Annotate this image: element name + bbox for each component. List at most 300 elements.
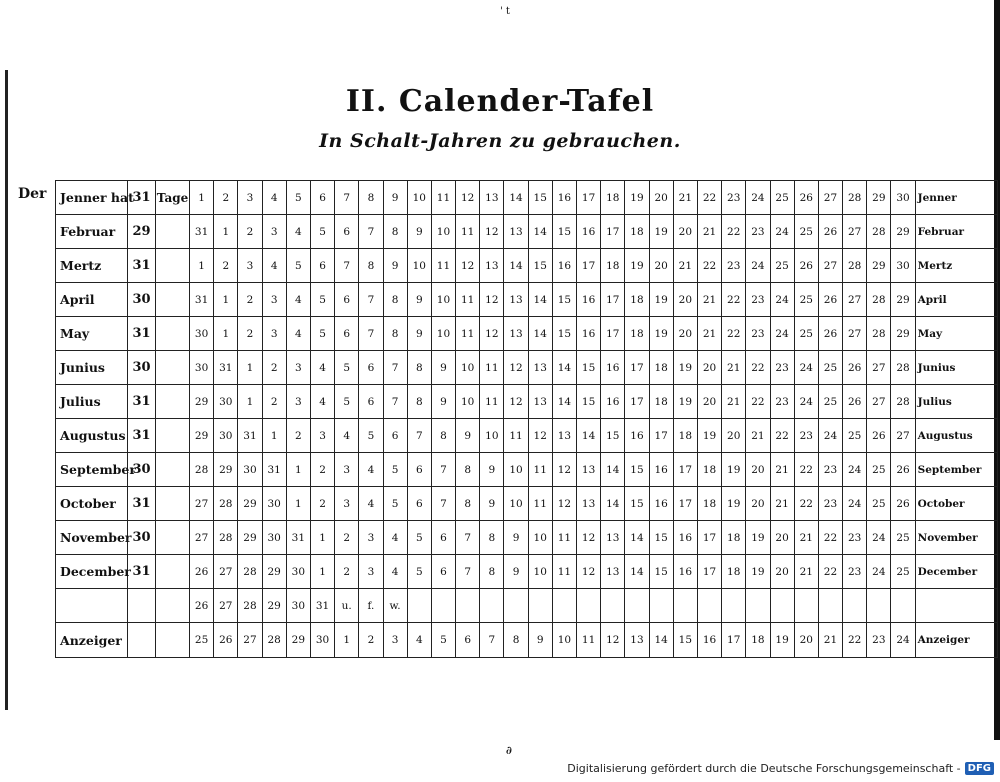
day-cell: 28 — [891, 351, 915, 385]
day-cell: 10 — [504, 487, 528, 521]
day-cell: 1 — [286, 453, 310, 487]
month-name-right: Mertz — [915, 249, 997, 283]
day-cell: 27 — [867, 385, 891, 419]
day-cell: 20 — [794, 623, 818, 658]
day-cell: 3 — [286, 351, 310, 385]
bottom-marks: ∂ — [506, 744, 512, 757]
day-cell: 22 — [722, 317, 746, 351]
calendar-row — [56, 419, 998, 453]
day-cell: 22 — [770, 419, 794, 453]
day-cell: 7 — [335, 181, 359, 215]
day-cell: 8 — [504, 623, 528, 658]
day-cell: 6 — [383, 419, 407, 453]
days-label — [156, 453, 190, 487]
month-name: September — [56, 453, 128, 487]
day-cell: 3 — [238, 181, 262, 215]
day-cell: 6 — [431, 521, 455, 555]
day-cell: 6 — [335, 283, 359, 317]
day-cell: 25 — [843, 419, 867, 453]
month-name: October — [56, 487, 128, 521]
day-cell: 23 — [843, 521, 867, 555]
day-cell: 12 — [480, 283, 504, 317]
day-cell: 15 — [552, 317, 576, 351]
day-cell: 29 — [286, 623, 310, 658]
day-cell: 23 — [746, 317, 770, 351]
day-cell: 21 — [673, 181, 697, 215]
day-cell: 18 — [697, 453, 721, 487]
month-days: 31 — [128, 249, 156, 283]
day-cell: 27 — [843, 283, 867, 317]
day-cell: 4 — [383, 521, 407, 555]
day-cell: 13 — [528, 351, 552, 385]
day-cell: 7 — [335, 249, 359, 283]
day-cell: 7 — [383, 385, 407, 419]
day-cell: 31 — [262, 453, 286, 487]
day-cell: 21 — [794, 521, 818, 555]
day-cell: 12 — [528, 419, 552, 453]
day-cell: 13 — [504, 215, 528, 249]
day-cell: 7 — [359, 215, 383, 249]
day-cell: 1 — [238, 385, 262, 419]
day-cell: 1 — [238, 351, 262, 385]
day-cell: 3 — [238, 249, 262, 283]
day-cell: 2 — [238, 317, 262, 351]
day-cell: 4 — [262, 249, 286, 283]
day-cell: 16 — [649, 487, 673, 521]
day-cell: 21 — [722, 385, 746, 419]
day-cell: 22 — [697, 181, 721, 215]
day-cell: 18 — [746, 623, 770, 658]
day-cell: w. — [383, 589, 407, 623]
day-cell: 8 — [359, 181, 383, 215]
day-cell: 29 — [214, 453, 238, 487]
day-cell: 28 — [262, 623, 286, 658]
month-name-right: Februar — [915, 215, 997, 249]
day-cell: 18 — [673, 419, 697, 453]
day-cell: 16 — [673, 555, 697, 589]
day-cell: 28 — [214, 487, 238, 521]
days-label — [156, 351, 190, 385]
day-cell: 29 — [891, 283, 915, 317]
day-cell: 20 — [649, 181, 673, 215]
day-cell: 31 — [214, 351, 238, 385]
day-cell: 3 — [310, 419, 334, 453]
day-cell: 2 — [335, 521, 359, 555]
day-cell: 23 — [843, 555, 867, 589]
day-cell: 22 — [722, 283, 746, 317]
day-cell: 10 — [480, 419, 504, 453]
day-cell: 14 — [528, 317, 552, 351]
day-cell: 6 — [359, 351, 383, 385]
day-cell: 9 — [407, 215, 431, 249]
day-cell: 16 — [697, 623, 721, 658]
month-name: December — [56, 555, 128, 589]
day-cell: 13 — [601, 555, 625, 589]
day-cell: 17 — [673, 453, 697, 487]
day-cell: 25 — [794, 215, 818, 249]
day-cell: 9 — [480, 453, 504, 487]
day-cell: 30 — [262, 487, 286, 521]
day-cell: 14 — [552, 385, 576, 419]
day-cell: 5 — [335, 385, 359, 419]
day-cell: 18 — [649, 385, 673, 419]
days-label — [156, 385, 190, 419]
day-cell: 24 — [843, 453, 867, 487]
day-cell — [407, 589, 431, 623]
footer-credit — [567, 760, 994, 776]
day-cell: u. — [335, 589, 359, 623]
day-cell: 9 — [431, 385, 455, 419]
day-cell: 26 — [891, 453, 915, 487]
day-cell: 26 — [190, 589, 214, 623]
day-cell: 18 — [722, 555, 746, 589]
day-cell: 15 — [625, 453, 649, 487]
day-cell: 1 — [262, 419, 286, 453]
day-cell: 10 — [407, 181, 431, 215]
day-cell: 2 — [262, 385, 286, 419]
day-cell: 29 — [190, 419, 214, 453]
month-days: 30 — [128, 521, 156, 555]
day-cell: 2 — [310, 453, 334, 487]
day-cell: 10 — [431, 283, 455, 317]
day-cell: 17 — [601, 283, 625, 317]
month-days: 30 — [128, 283, 156, 317]
day-cell: 15 — [601, 419, 625, 453]
day-cell: 6 — [359, 385, 383, 419]
calendar-table — [55, 180, 998, 658]
day-cell: 15 — [552, 283, 576, 317]
day-cell: 23 — [746, 283, 770, 317]
day-cell: 18 — [697, 487, 721, 521]
day-cell: 9 — [456, 419, 480, 453]
day-cell: 4 — [262, 181, 286, 215]
day-cell: 19 — [746, 521, 770, 555]
day-cell: 31 — [238, 419, 262, 453]
day-cell: 18 — [625, 317, 649, 351]
day-cell: 12 — [577, 521, 601, 555]
day-cell: 7 — [359, 283, 383, 317]
day-cell: 27 — [190, 487, 214, 521]
day-cell: 31 — [190, 283, 214, 317]
day-cell: 7 — [456, 555, 480, 589]
day-cell: 29 — [867, 181, 891, 215]
day-cell: 3 — [262, 215, 286, 249]
day-cell: 10 — [456, 385, 480, 419]
day-cell: 15 — [625, 487, 649, 521]
day-cell: 18 — [601, 249, 625, 283]
days-label — [156, 249, 190, 283]
day-cell: 13 — [552, 419, 576, 453]
day-cell: 19 — [649, 215, 673, 249]
day-cell: 9 — [383, 181, 407, 215]
month-days: 31 — [128, 181, 156, 215]
day-cell: 24 — [770, 317, 794, 351]
day-cell: 8 — [456, 487, 480, 521]
month-name-right: October — [915, 487, 997, 521]
day-cell: 23 — [746, 215, 770, 249]
day-cell: 11 — [552, 555, 576, 589]
day-cell: 3 — [262, 283, 286, 317]
day-cell: 9 — [431, 351, 455, 385]
day-cell — [504, 589, 528, 623]
day-cell: 29 — [262, 555, 286, 589]
day-cell: 20 — [770, 521, 794, 555]
day-cell: 26 — [867, 419, 891, 453]
day-cell: 9 — [383, 249, 407, 283]
day-cell: 23 — [794, 419, 818, 453]
day-cell: 12 — [577, 555, 601, 589]
day-cell: 10 — [528, 555, 552, 589]
day-cell: 24 — [867, 521, 891, 555]
days-label — [156, 215, 190, 249]
day-cell: 21 — [697, 283, 721, 317]
day-cell: 14 — [601, 487, 625, 521]
month-days — [128, 589, 156, 623]
day-cell: 1 — [286, 487, 310, 521]
day-cell: 25 — [891, 555, 915, 589]
day-cell: 13 — [504, 317, 528, 351]
day-cell: 10 — [407, 249, 431, 283]
day-cell: 13 — [480, 181, 504, 215]
day-cell: 12 — [456, 181, 480, 215]
day-cell: 5 — [407, 555, 431, 589]
month-name-right: May — [915, 317, 997, 351]
day-cell: 4 — [359, 487, 383, 521]
day-cell: 22 — [746, 351, 770, 385]
day-cell: 19 — [673, 385, 697, 419]
day-cell: 13 — [625, 623, 649, 658]
day-cell: 24 — [746, 249, 770, 283]
day-cell: 1 — [190, 249, 214, 283]
day-cell: 17 — [625, 385, 649, 419]
page-title: II. Calender-Tafel — [345, 84, 655, 119]
day-cell: 26 — [190, 555, 214, 589]
day-cell: 10 — [504, 453, 528, 487]
day-cell: 12 — [504, 385, 528, 419]
month-name: Julius — [56, 385, 128, 419]
day-cell: 26 — [818, 215, 842, 249]
day-cell: 3 — [286, 385, 310, 419]
day-cell: 17 — [697, 555, 721, 589]
day-cell — [818, 589, 842, 623]
day-cell: 26 — [843, 351, 867, 385]
page-subtitle: In Schalt-Jahren zu gebrauchen. — [319, 130, 681, 152]
day-cell: 15 — [673, 623, 697, 658]
day-cell: 23 — [770, 385, 794, 419]
month-name-right: April — [915, 283, 997, 317]
calendar-row — [56, 283, 998, 317]
day-cell: 25 — [867, 453, 891, 487]
month-days: 31 — [128, 555, 156, 589]
day-cell: 15 — [528, 249, 552, 283]
day-cell: 10 — [552, 623, 576, 658]
day-cell — [552, 589, 576, 623]
day-cell: 17 — [601, 215, 625, 249]
day-cell: 29 — [262, 589, 286, 623]
day-cell: 28 — [238, 589, 262, 623]
day-cell: 25 — [190, 623, 214, 658]
day-cell: 1 — [310, 521, 334, 555]
day-cell: 27 — [214, 589, 238, 623]
month-name: Mertz — [56, 249, 128, 283]
day-cell: 15 — [649, 521, 673, 555]
day-cell: 5 — [310, 283, 334, 317]
day-cell: 17 — [697, 521, 721, 555]
day-cell: 22 — [697, 249, 721, 283]
day-cell: 6 — [407, 453, 431, 487]
day-cell: 21 — [673, 249, 697, 283]
day-cell: 29 — [190, 385, 214, 419]
day-cell: 9 — [528, 623, 552, 658]
day-cell — [891, 589, 915, 623]
day-cell: 3 — [262, 317, 286, 351]
day-cell: 24 — [794, 385, 818, 419]
day-cell: 6 — [456, 623, 480, 658]
day-cell: 30 — [238, 453, 262, 487]
day-cell: 20 — [722, 419, 746, 453]
day-cell: 20 — [673, 317, 697, 351]
day-cell: 30 — [286, 589, 310, 623]
day-cell: 17 — [577, 249, 601, 283]
month-name: May — [56, 317, 128, 351]
day-cell: f. — [359, 589, 383, 623]
day-cell: 2 — [335, 555, 359, 589]
day-cell — [649, 589, 673, 623]
day-cell: 29 — [891, 215, 915, 249]
day-cell: 28 — [867, 283, 891, 317]
day-cell: 13 — [528, 385, 552, 419]
day-cell: 16 — [625, 419, 649, 453]
day-cell: 7 — [431, 487, 455, 521]
month-name-right — [915, 589, 997, 623]
day-cell: 30 — [286, 555, 310, 589]
month-days: 31 — [128, 419, 156, 453]
day-cell: 4 — [310, 351, 334, 385]
day-cell: 5 — [383, 453, 407, 487]
day-cell: 9 — [407, 283, 431, 317]
day-cell: 16 — [601, 385, 625, 419]
day-cell: 15 — [528, 181, 552, 215]
day-cell: 22 — [794, 453, 818, 487]
days-label — [156, 555, 190, 589]
day-cell: 11 — [480, 351, 504, 385]
calendar-row — [56, 521, 998, 555]
day-cell: 14 — [625, 521, 649, 555]
day-cell: 12 — [552, 453, 576, 487]
day-cell: 26 — [891, 487, 915, 521]
month-days — [128, 623, 156, 658]
day-cell: 27 — [214, 555, 238, 589]
month-name-right: Anzeiger — [915, 623, 997, 658]
day-cell: 6 — [431, 555, 455, 589]
day-cell: 20 — [673, 215, 697, 249]
day-cell: 4 — [383, 555, 407, 589]
day-cell: 16 — [552, 249, 576, 283]
day-cell: 14 — [625, 555, 649, 589]
day-cell: 22 — [746, 385, 770, 419]
day-cell: 24 — [818, 419, 842, 453]
day-cell — [794, 589, 818, 623]
day-cell: 8 — [383, 215, 407, 249]
day-cell: 2 — [286, 419, 310, 453]
days-label — [156, 521, 190, 555]
days-label: Tage — [156, 181, 190, 215]
day-cell — [480, 589, 504, 623]
top-marks: ' t — [500, 6, 510, 17]
day-cell: 25 — [891, 521, 915, 555]
day-cell: 23 — [818, 487, 842, 521]
day-cell: 6 — [310, 181, 334, 215]
day-cell: 28 — [190, 453, 214, 487]
month-days: 30 — [128, 453, 156, 487]
day-cell: 19 — [746, 555, 770, 589]
day-cell: 27 — [867, 351, 891, 385]
month-name-right: Jenner — [915, 181, 997, 215]
month-days: 29 — [128, 215, 156, 249]
day-cell: 14 — [577, 419, 601, 453]
day-cell: 14 — [552, 351, 576, 385]
day-cell: 24 — [891, 623, 915, 658]
day-cell: 10 — [528, 521, 552, 555]
day-cell: 12 — [480, 317, 504, 351]
day-cell: 9 — [407, 317, 431, 351]
day-cell: 15 — [577, 385, 601, 419]
day-cell: 31 — [310, 589, 334, 623]
month-name: April — [56, 283, 128, 317]
day-cell — [431, 589, 455, 623]
day-cell: 28 — [843, 249, 867, 283]
day-cell: 3 — [335, 453, 359, 487]
day-cell: 11 — [480, 385, 504, 419]
day-cell: 29 — [238, 521, 262, 555]
day-cell: 27 — [190, 521, 214, 555]
day-cell: 12 — [504, 351, 528, 385]
day-cell: 25 — [770, 181, 794, 215]
calendar-row — [56, 249, 998, 283]
page-edge-rule — [5, 70, 8, 710]
day-cell: 22 — [818, 555, 842, 589]
day-cell: 3 — [359, 555, 383, 589]
day-cell: 11 — [577, 623, 601, 658]
day-cell: 19 — [649, 317, 673, 351]
day-cell: 28 — [843, 181, 867, 215]
month-name-right: Junius — [915, 351, 997, 385]
calendar-row — [56, 215, 998, 249]
day-cell: 24 — [770, 283, 794, 317]
day-cell: 30 — [310, 623, 334, 658]
day-cell: 14 — [528, 215, 552, 249]
day-cell: 21 — [722, 351, 746, 385]
day-cell: 16 — [577, 317, 601, 351]
day-cell — [770, 589, 794, 623]
day-cell: 19 — [625, 249, 649, 283]
day-cell: 20 — [673, 283, 697, 317]
day-cell: 23 — [770, 351, 794, 385]
day-cell: 28 — [891, 385, 915, 419]
day-cell: 9 — [504, 521, 528, 555]
day-cell: 31 — [286, 521, 310, 555]
day-cell: 16 — [577, 283, 601, 317]
calendar-row — [56, 487, 998, 521]
month-name: Jenner hat — [56, 181, 128, 215]
day-cell: 17 — [673, 487, 697, 521]
day-cell: 15 — [649, 555, 673, 589]
day-cell: 14 — [649, 623, 673, 658]
day-cell: 20 — [770, 555, 794, 589]
day-cell: 6 — [335, 215, 359, 249]
day-cell: 3 — [335, 487, 359, 521]
day-cell: 19 — [625, 181, 649, 215]
